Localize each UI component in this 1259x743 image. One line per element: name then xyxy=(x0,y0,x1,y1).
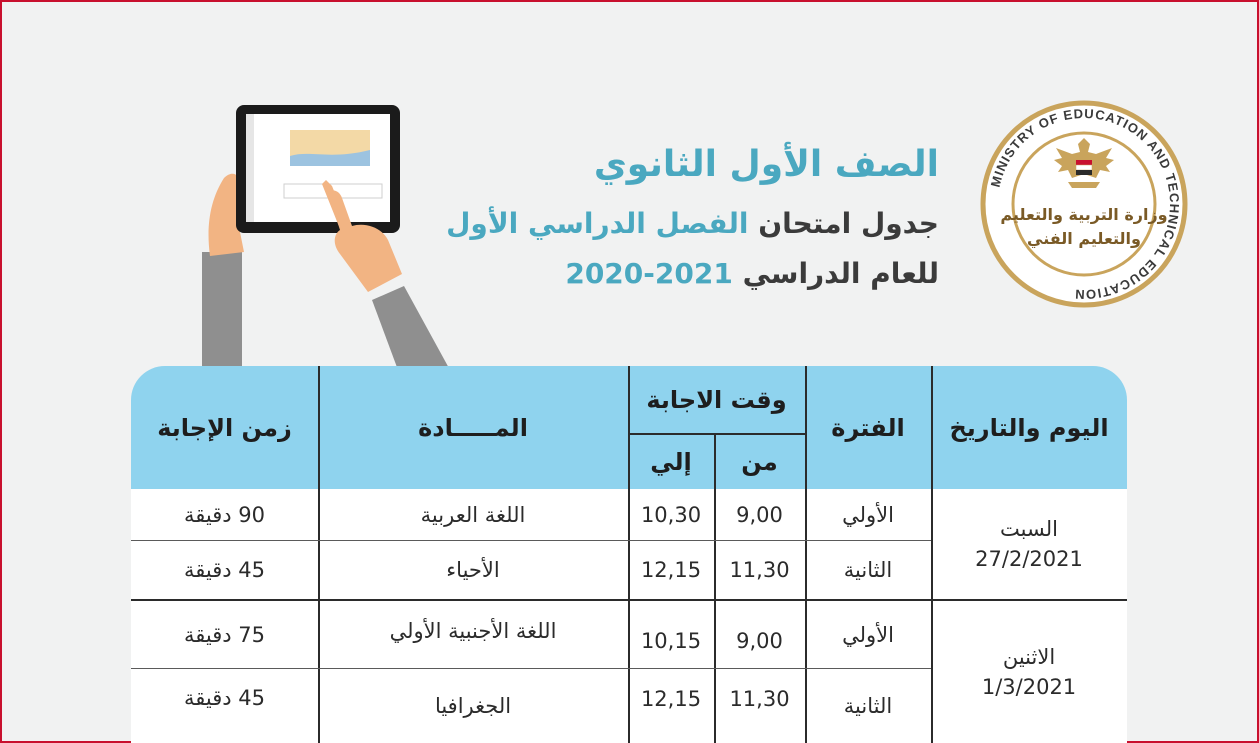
to-cell: 12,15 xyxy=(640,558,702,582)
header-answer-time: وقت الاجابة xyxy=(646,386,787,414)
day-date-cell xyxy=(931,489,1127,599)
to-cell: 10,30 xyxy=(640,502,702,527)
header-from: من xyxy=(741,447,778,476)
day-label: السبت xyxy=(1000,517,1058,541)
year-prefix: للعام الدراسي xyxy=(742,257,939,290)
period-cell: الثانية xyxy=(843,694,893,718)
academic-year xyxy=(446,250,939,298)
date-label: 27/2/2021 xyxy=(975,547,1083,571)
title-block xyxy=(446,140,939,298)
ministry-seal-logo xyxy=(980,100,1188,308)
schedule-prefix: جدول امتحان xyxy=(758,207,939,240)
duration-cell: 45 دقيقة xyxy=(183,558,266,582)
to-cell: 10,15 xyxy=(640,628,702,653)
to-cell: 12,15 xyxy=(640,687,702,711)
duration-cell: 45 دقيقة xyxy=(183,686,266,710)
seal-arabic-text-1: وزارة التربية والتعليم xyxy=(1000,205,1168,224)
subject-cell: اللغة الأجنبية الأولي xyxy=(389,618,557,643)
period-cell: الأولي xyxy=(842,502,894,527)
header-duration: زمن الإجابة xyxy=(157,413,292,442)
date-label: 1/3/2021 xyxy=(981,675,1077,699)
duration-cell: 75 دقيقة xyxy=(183,622,266,647)
left-sleeve xyxy=(202,252,242,370)
header-to: إلي xyxy=(650,447,692,476)
schedule-term: الفصل الدراسي الأول xyxy=(446,207,749,240)
duration-cell: 90 دقيقة xyxy=(183,502,266,527)
from-cell: 9,00 xyxy=(736,502,783,527)
seal-arabic-text-2: والتعليم الفني xyxy=(1027,229,1141,248)
right-sleeve xyxy=(372,286,450,370)
day-date-cell xyxy=(931,601,1127,743)
year-range: 2021-2020 xyxy=(565,257,733,290)
header-day-date: اليوم والتاريخ xyxy=(949,413,1109,442)
schedule-title xyxy=(446,198,939,250)
header-subject: المـــــادة xyxy=(418,413,528,442)
grade-title: الصف الأول الثانوي xyxy=(593,144,939,185)
header-period: الفترة xyxy=(831,413,905,442)
period-cell: الأولي xyxy=(842,622,894,647)
subject-cell: الجغرافيا xyxy=(434,694,512,718)
subject-cell: اللغة العربية xyxy=(420,502,526,527)
period-cell: الثانية xyxy=(843,558,893,582)
from-cell: 9,00 xyxy=(736,628,783,653)
from-cell: 11,30 xyxy=(729,687,790,711)
from-cell: 11,30 xyxy=(729,558,790,582)
exam-schedule-table xyxy=(131,366,1127,743)
day-label: الاثنين xyxy=(1002,645,1056,669)
tablet-hands-illustration xyxy=(190,100,450,370)
seal-ring-text: MINISTRY OF EDUCATION AND TECHNICAL EDUCATION xyxy=(987,105,1183,303)
subject-cell: الأحياء xyxy=(446,558,500,582)
